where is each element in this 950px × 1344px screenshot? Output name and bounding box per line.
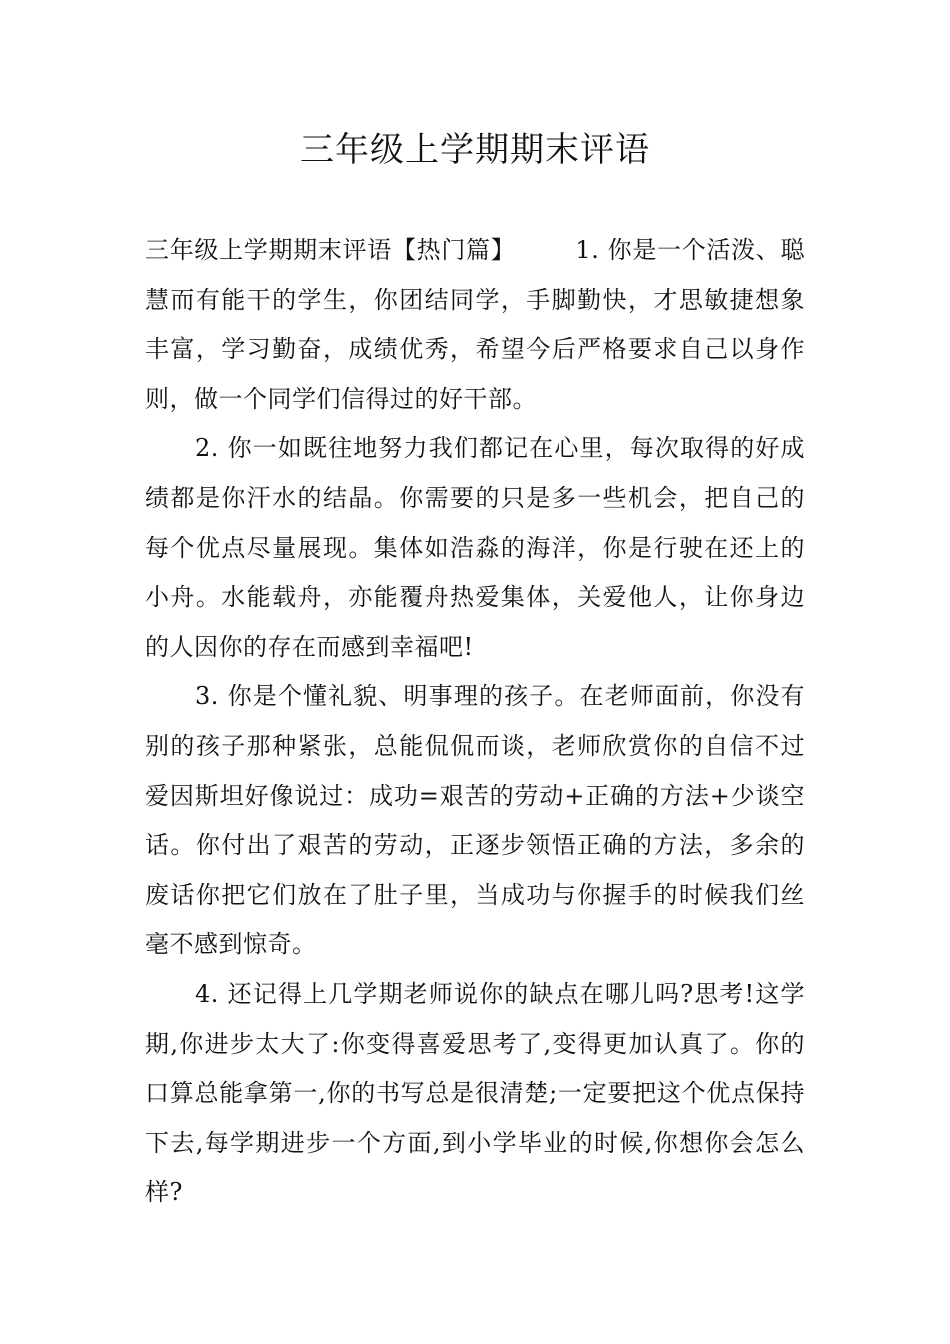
paragraph-2: 2. 你一如既往地努力我们都记在心里，每次取得的好成绩都是你汗水的结晶。你需要的只是多一些机会，把自己的每个优点尽量展现。集体如浩淼的海洋，你是行驶在还上的小舟。水能载舟，亦能覆舟热爱集体，关爱他人，让你身边的人因你的存在而感到幸福吧! [145, 434, 805, 661]
paragraph-1 [145, 226, 805, 424]
paragraph-1-text: 1. 你是一个活泼、聪慧而有能干的学生，你团结同学，手脚勤快，才思敏捷想象丰富，学习勤奋，成绩优秀，希望今后严格要求自己以身作则，做一个同学们信得过的好干部。 [145, 236, 806, 413]
document-body [145, 226, 805, 1218]
document-title: 三年级上学期期末评语 [300, 130, 650, 170]
paragraph-4: 4. 还记得上几学期老师说你的缺点在哪儿吗?思考!这学期,你进步太大了:你变得喜爱思考了,变得更加认真了。你的口算总能拿第一,你的书写总是很清楚;一定要把这个优点保持下去,每学期进步一个方面,到小学毕业的时候,你想你会怎么样? [145, 979, 805, 1207]
paragraph-3: 3. 你是个懂礼貌、明事理的孩子。在老师面前，你没有别的孩子那种紧张，总能侃侃而谈，老师欣赏你的自信不过爱因斯坦好像说过：成功=艰苦的劳动+正确的方法+少谈空话。你付出了艰苦的劳动，正逐步领悟正确的方法，多余的废话你把它们放在了肚子里，当成功与你握手的时候我们丝毫不感到惊奇。 [145, 682, 805, 959]
intro-heading: 三年级上学期期末评语【热门篇】 [145, 236, 516, 264]
